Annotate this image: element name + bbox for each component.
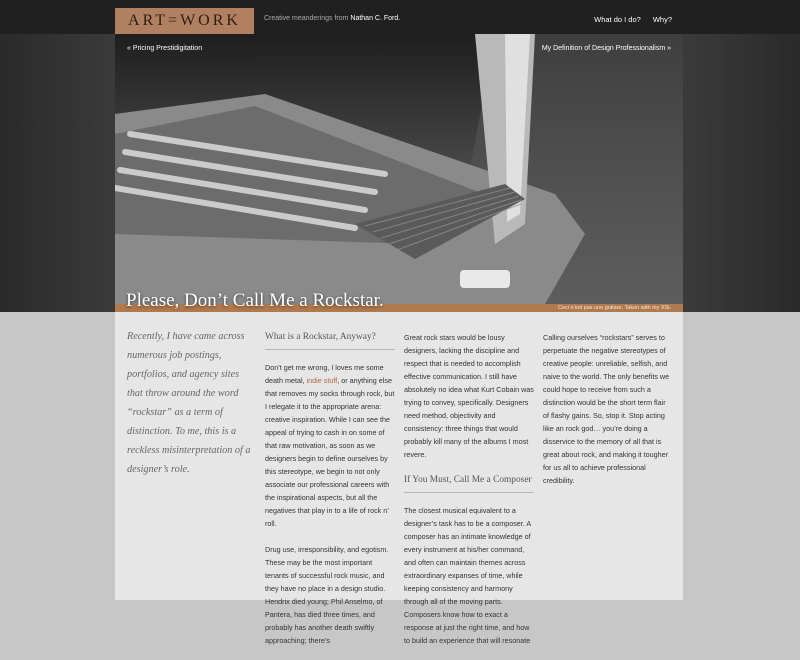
- paragraph: Drug use, irresponsibility, and egotism. These may be the most important tenants of successful rock music, and they have no place in a design studio. Hendrix died young; Phil Anselmo, of Pantera, has died three times, and probably has another death swiftly approaching; there’s: [265, 545, 389, 645]
- column-1: [265, 331, 395, 660]
- laptop-photo: [115, 34, 683, 304]
- post-title: Please, Don’t Call Me a Rockstar.: [126, 290, 384, 311]
- paragraph: The closest musical equivalent to a designer’s task has to be a composer. A composer has an intimate knowledge of every instrument at his/her command, and often can maintain themes across extraordinary expanses of time, while keeping consistency and harmony through all of the moving parts. Composers know how to exact a response at just the right time, and how to build an experience that will resonate: [404, 506, 531, 645]
- nav-why[interactable]: Why?: [652, 15, 672, 24]
- column-3: [543, 331, 673, 500]
- site-logo[interactable]: ART=WORK: [115, 8, 254, 34]
- paragraph: Calling ourselves “rockstars” serves to perpetuate the negative stereotypes of creative people: unreliable, selfish, and naive to the world. The only benefits we could hope to receive from such a distinction would be the short term flair of flashy gains. So, stop it. Stop acting like an rock god… you’re doing a disservice to the memory of all that is great about rock, and making it tougher for us all to achieve professional credibility.: [543, 333, 670, 485]
- indie-stuff-link[interactable]: indie stuff: [306, 376, 338, 385]
- author-name[interactable]: Nathan C. Ford.: [350, 15, 401, 22]
- paragraph-text: Don’t get me wrong, I loves me some death metal,: [265, 363, 384, 385]
- tagline-prefix: Creative meanderings from: [264, 15, 349, 22]
- paragraph-text: , or anything else that removes my socks through rock, but I relegate it to the appropriate arena: creative inspiration. While I can see the appeal of trying to cash in on some of that raw motivation, as soon as we designers begin to define ourselves by this stereotype, we begin to not only associate our professional careers with the inspirational aspects, but all the negatives that play in to a life of rock n’ roll.: [265, 376, 395, 528]
- section-heading: If You Must, Call Me a Composer: [404, 474, 534, 493]
- section-heading: What is a Rockstar, Anyway?: [265, 331, 395, 350]
- next-post-link[interactable]: My Definition of Design Professionalism »: [541, 45, 671, 52]
- photo-caption: Ceci n’est pas une guitare. Taken with my XSi.: [557, 305, 671, 311]
- paragraph: Great rock stars would be lousy designers, lacking the discipline and respect that is needed to accomplish effective communication. I still have absolutely no idea what Kurt Cobain was trying to convey, specifically. Designers need method, objectivity and consistency: three things that would probably kill many of the albums I most revere.: [404, 333, 534, 459]
- site-tagline: [264, 15, 400, 22]
- hero-image: [115, 34, 683, 304]
- column-2: [404, 331, 534, 660]
- nav-what-do-i-do[interactable]: What do I do?: [594, 15, 641, 24]
- paragraph: [265, 361, 395, 530]
- top-nav: [594, 15, 672, 24]
- prev-post-link[interactable]: « Pricing Prestidigitation: [127, 45, 203, 52]
- intro-text: Recently, I have came across numerous job postings, portfolios, and agency sites that throw around the word “rockstar” as a term of distinction. To me, this is a reckless misinterpretation of a designer’s role.: [127, 331, 251, 475]
